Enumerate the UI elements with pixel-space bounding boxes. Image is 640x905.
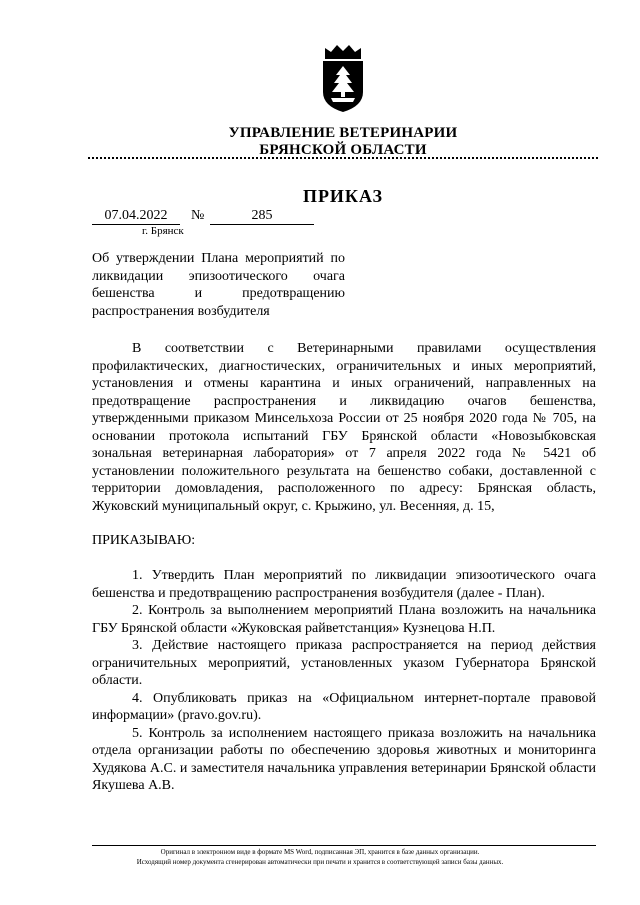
number-sign: № bbox=[191, 208, 205, 223]
coat-of-arms-icon bbox=[317, 42, 369, 114]
document-city: г. Брянск bbox=[142, 225, 184, 237]
preamble-paragraph: В соответствии с Ветеринарными правилами осуществления профилактических, диагностических, ограничительных и иных мероприятий, установления и отмены карантина и иных ограничений, направленных на предотвращение распространения и ликвидацию очагов бешенства, утвержденными приказом Минсельхоза России от 25 ноября 2020 года № 705, на основании протокола испытаний ГБУ Брянской области «Новозыбковская зональная ветеринарная лаборатория» от 7 апреля 2022 года № 5421 об установлении положительного результата на бешенство собаки, доставленной с территории домовладения, расположенного по адресу: Брянская область, Жуковский муниципальный округ, с. Крыжино, ул. Весенняя, д. 15, bbox=[92, 341, 596, 514]
order-items bbox=[92, 567, 596, 795]
document-title: ПРИКАЗ bbox=[302, 186, 384, 206]
order-item: 1. Утвердить План мероприятий по ликвидации эпизоотического очага бешенства и предотвращению распространения возбудителя (далее - План). bbox=[92, 568, 596, 601]
document-number: 285 bbox=[210, 208, 314, 225]
order-item: 4. Опубликовать приказ на «Официальном интернет-портале правовой информации» (pravo.gov.ru). bbox=[92, 690, 596, 723]
header-divider bbox=[88, 157, 598, 159]
footer-divider bbox=[92, 845, 596, 846]
order-item: 2. Контроль за выполнением мероприятий Плана возложить на начальника ГБУ Брянской области «Жуковская райветстанция» Кузнецова Н.П. bbox=[92, 603, 596, 636]
order-item: 5. Контроль за исполнением настоящего приказа возложить на начальника отдела организации работы по обеспечению здоровья животных и мониторинга Худякова А.С. и заместителя начальника управления ветеринарии Брянской области Якушева А.В. bbox=[92, 725, 596, 793]
order-item: 3. Действие настоящего приказа распространяется на период действия ограничительных мероприятий, установленных указом Губернатора Брянской области. bbox=[92, 638, 596, 688]
footer-note-2: Исходящий номер документа сгенерирован автоматически при печати и хранится в соответствующей записи базы данных. bbox=[136, 858, 504, 866]
document-date: 07.04.2022 bbox=[92, 208, 180, 225]
order-word: ПРИКАЗЫВАЮ: bbox=[92, 533, 196, 548]
organization-name-line2: БРЯНСКОЙ ОБЛАСТИ bbox=[259, 142, 427, 158]
organization-name-line1: УПРАВЛЕНИЕ ВЕТЕРИНАРИИ bbox=[228, 125, 458, 141]
footer-note-1: Оригинал в электронном виде в формате MS Word, подписанная ЭП, хранится в базе данных организации. bbox=[160, 848, 480, 856]
document-subject: Об утверждении Плана мероприятий по ликвидации эпизоотического очага бешенства и предотвращению распространения возбудителя bbox=[92, 251, 345, 319]
